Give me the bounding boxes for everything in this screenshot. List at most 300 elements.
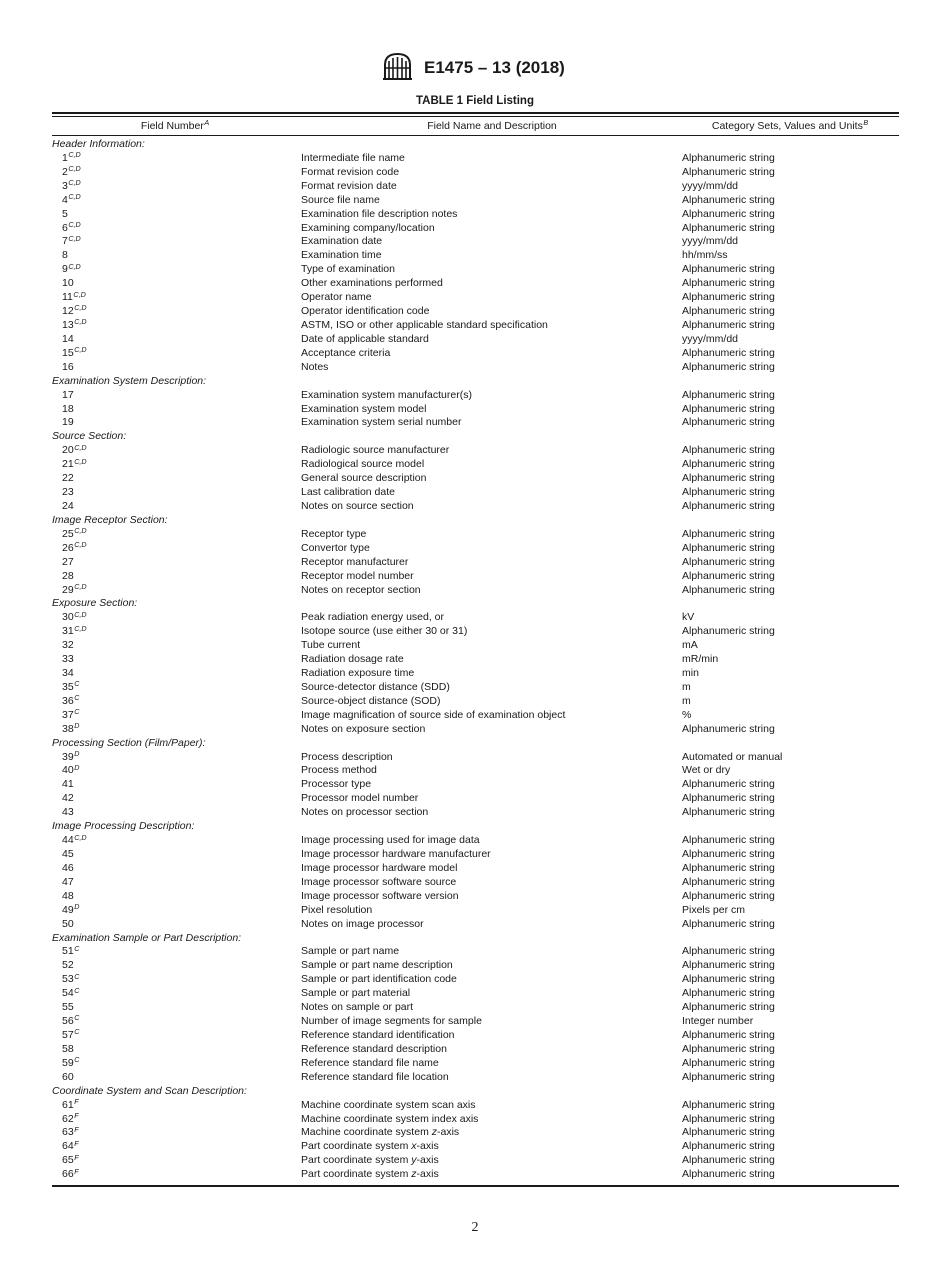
field-number: [62, 792, 74, 806]
field-name-tail: -axis: [436, 1126, 460, 1139]
field-name-text: Reference standard description: [301, 1042, 447, 1055]
table-row: [52, 806, 899, 820]
field-number-text: 1: [62, 151, 68, 164]
field-name-text: Examination system model: [301, 402, 427, 415]
column-header-values-units: [684, 119, 896, 133]
field-number: [62, 806, 74, 820]
field-value: Alphanumeric string: [682, 1070, 775, 1083]
field-number-text: 45: [62, 848, 74, 861]
field-number: [62, 472, 74, 486]
field-number-text: 6: [62, 221, 68, 234]
table-row: [52, 305, 899, 319]
field-footnote-mark: C,D: [74, 317, 87, 327]
field-number-text: 46: [62, 861, 74, 874]
table-row: [52, 500, 899, 514]
field-value: Alphanumeric string: [682, 360, 775, 373]
field-footnote-mark: C,D: [74, 581, 87, 591]
field-name-text: Convertor type: [301, 541, 370, 554]
field-name-text: Number of image segments for sample: [301, 1015, 482, 1028]
field-name-text: Notes on source section: [301, 499, 414, 512]
field-number-text: 24: [62, 499, 74, 512]
field-name-text: Operator name: [301, 291, 372, 304]
table-row: [52, 848, 899, 862]
field-name-text: Intermediate file name: [301, 151, 405, 164]
field-name-text: Examining company/location: [301, 221, 435, 234]
table-row: [52, 723, 899, 737]
field-number-text: 34: [62, 667, 74, 680]
field-name-text: ASTM, ISO or other applicable standard specification: [301, 318, 548, 331]
section-heading-row: [52, 430, 899, 444]
field-name-text: Receptor type: [301, 527, 367, 540]
field-number: [62, 1057, 79, 1071]
table-row: [52, 556, 899, 570]
field-value: min: [682, 667, 699, 680]
field-name-text: Image processor hardware model: [301, 861, 458, 874]
field-value: Alphanumeric string: [682, 569, 775, 582]
field-name-text: Other examinations performed: [301, 277, 443, 290]
table-row: [52, 667, 899, 681]
field-footnote-mark: C: [74, 971, 80, 981]
field-name: [301, 751, 393, 765]
field-name: [301, 681, 450, 695]
page-number: 2: [471, 1220, 479, 1235]
field-number-text: 5: [62, 207, 68, 220]
field-name: [301, 778, 371, 792]
field-name-text: Image processing used for image data: [301, 834, 480, 847]
field-number: [62, 333, 74, 347]
table-row: [52, 263, 899, 277]
field-number-text: 63: [62, 1126, 74, 1139]
field-name: [301, 792, 418, 806]
field-value: Alphanumeric string: [682, 1098, 775, 1111]
field-name-text: Last calibration date: [301, 486, 395, 499]
field-footnote-mark: C: [74, 707, 80, 717]
field-name-tail: -axis: [416, 1168, 439, 1181]
field-number: [62, 625, 87, 639]
field-number-text: 15: [62, 346, 74, 359]
field-name: [301, 1168, 439, 1182]
field-name: [301, 1057, 439, 1071]
field-name: [301, 806, 428, 820]
field-name-text: Source-detector distance (SDD): [301, 680, 450, 693]
table-row: [52, 581, 899, 598]
field-name: [301, 570, 414, 584]
field-footnote-mark: C,D: [74, 303, 87, 313]
column-header-field-name: [300, 119, 684, 133]
field-footnote-mark: D: [74, 721, 80, 731]
field-footnote-mark: C: [74, 1027, 80, 1037]
field-number-text: 12: [62, 305, 74, 318]
field-value: m: [682, 680, 691, 693]
field-name: [301, 305, 429, 319]
field-footnote-mark: C,D: [74, 609, 87, 619]
field-number-text: 55: [62, 1001, 74, 1014]
field-footnote-mark: F: [74, 1124, 79, 1134]
field-value: Alphanumeric string: [682, 472, 775, 485]
field-name: [301, 1099, 476, 1113]
field-value: Alphanumeric string: [682, 889, 775, 902]
field-name-text: Pixel resolution: [301, 903, 373, 916]
section-heading-row: [52, 1085, 899, 1099]
field-value: Alphanumeric string: [682, 1056, 775, 1069]
field-value: Alphanumeric string: [682, 1126, 775, 1139]
field-number-text: 65: [62, 1154, 74, 1167]
column-header-label: Field Number: [140, 120, 204, 132]
field-name-italic: y: [411, 1154, 417, 1167]
table-row: [52, 570, 899, 584]
field-name-text: Receptor model number: [301, 569, 414, 582]
field-value: Alphanumeric string: [682, 1112, 775, 1125]
table-row: [52, 166, 899, 180]
field-number-text: 40: [62, 764, 74, 777]
table-row: [52, 1110, 899, 1127]
table-row: [52, 528, 899, 542]
field-name-text: Part coordinate system: [301, 1154, 412, 1167]
field-number-text: 31: [62, 625, 74, 638]
field-number: [62, 987, 79, 1001]
table-row: [52, 973, 899, 987]
field-number-text: 53: [62, 973, 74, 986]
field-name: [301, 361, 328, 375]
field-number-text: 14: [62, 332, 74, 345]
field-footnote-mark: F: [74, 1152, 79, 1162]
section-heading: Header Information:: [52, 138, 145, 150]
field-value: Alphanumeric string: [682, 861, 775, 874]
field-name: [301, 1043, 447, 1057]
field-footnote-mark: C: [74, 985, 80, 995]
field-name-text: Image processor software version: [301, 889, 459, 902]
field-name: [301, 890, 459, 904]
field-number-text: 13: [62, 318, 74, 331]
field-footnote-mark: C,D: [68, 219, 81, 229]
field-value: Alphanumeric string: [682, 444, 775, 457]
field-name-text: Source-object distance (SOD): [301, 694, 441, 707]
field-value: Alphanumeric string: [682, 221, 775, 234]
field-name: [301, 222, 435, 236]
field-number-text: 9: [62, 263, 68, 276]
field-name: [301, 291, 372, 305]
table-row: [52, 918, 899, 932]
field-name-text: Radiologic source manufacturer: [301, 444, 450, 457]
field-name-text: Peak radiation energy used, or: [301, 611, 445, 624]
field-name-italic: z: [431, 1126, 437, 1139]
table-top-rule: [52, 112, 899, 114]
field-number-text: 18: [62, 402, 74, 415]
field-value: Alphanumeric string: [682, 1042, 775, 1055]
field-value: Alphanumeric string: [682, 486, 775, 499]
field-name: [301, 263, 395, 277]
field-number-text: 19: [62, 416, 74, 429]
field-name-text: Image magnification of source side of examination object: [301, 708, 566, 721]
field-name: [301, 347, 390, 361]
table-row: [52, 152, 899, 166]
field-name: [301, 486, 395, 500]
table-row: [52, 486, 899, 500]
field-value: Integer number: [682, 1015, 754, 1028]
field-number-text: 39: [62, 750, 74, 763]
field-value: Automated or manual: [682, 750, 783, 763]
field-number: [62, 458, 87, 472]
field-number: [62, 319, 87, 333]
section-heading-row: [52, 597, 899, 611]
field-number-text: 32: [62, 639, 74, 652]
field-value: Alphanumeric string: [682, 1168, 775, 1181]
field-name: [301, 723, 425, 737]
table-row: [52, 1043, 899, 1057]
section-heading-row: [52, 375, 899, 389]
field-name: [301, 667, 414, 681]
field-number: [62, 723, 79, 737]
field-number: [62, 542, 87, 556]
table-row: [52, 458, 899, 472]
field-value: Alphanumeric string: [682, 973, 775, 986]
field-number-text: 51: [62, 945, 74, 958]
field-name-text: Sample or part identification code: [301, 973, 457, 986]
field-name-text: Notes on image processor: [301, 917, 424, 930]
field-number-text: 7: [62, 235, 68, 248]
section-heading: Processing Section (Film/Paper):: [52, 736, 206, 749]
field-name-text: Machine coordinate system: [301, 1126, 432, 1139]
table-row: [52, 1015, 899, 1029]
field-name: [301, 945, 399, 959]
table-row: [52, 1099, 899, 1113]
field-name-text: Sample or part name: [301, 945, 400, 958]
field-footnote-mark: C,D: [74, 456, 87, 466]
field-number-text: 3: [62, 179, 68, 192]
field-name-text: Examination system serial number: [301, 416, 462, 429]
field-number-text: 61: [62, 1098, 74, 1111]
field-name: [301, 1071, 449, 1085]
field-name-text: Examination system manufacturer(s): [301, 388, 472, 401]
field-number-text: 25: [62, 527, 74, 540]
field-name-text: Radiological source model: [301, 458, 425, 471]
field-number-text: 64: [62, 1140, 74, 1153]
field-name: [301, 556, 408, 570]
field-number: [62, 834, 87, 848]
field-name-text: Format revision code: [301, 165, 400, 178]
table-row: [52, 611, 899, 625]
field-name: [301, 918, 424, 932]
field-name-text: Part coordinate system: [301, 1168, 412, 1181]
field-value: Alphanumeric string: [682, 848, 775, 861]
field-number-text: 54: [62, 987, 74, 1000]
field-name: [301, 625, 467, 639]
table-row: [52, 347, 899, 361]
field-number: [62, 194, 81, 208]
field-name-tail: -axis: [416, 1154, 439, 1167]
field-value: Alphanumeric string: [682, 416, 775, 429]
table-row: [52, 904, 899, 918]
field-number-text: 58: [62, 1042, 74, 1055]
table-row: [52, 890, 899, 904]
field-name: [301, 695, 440, 709]
field-number-text: 59: [62, 1056, 74, 1069]
field-footnote-mark: C,D: [68, 164, 81, 174]
section-heading: Exposure Section:: [52, 597, 138, 610]
field-footnote-mark: C,D: [68, 150, 81, 160]
field-name: [301, 959, 453, 973]
field-number-text: 56: [62, 1015, 74, 1028]
field-footnote-mark: C,D: [68, 178, 81, 188]
field-number-text: 66: [62, 1168, 74, 1181]
field-name-text: Tube current: [301, 639, 361, 652]
field-name: [301, 166, 399, 180]
table-row: [52, 959, 899, 973]
field-number-text: 44: [62, 834, 74, 847]
field-number-text: 33: [62, 653, 74, 666]
field-name-text: Process description: [301, 750, 393, 763]
table-row: [52, 1071, 899, 1085]
field-number-text: 8: [62, 249, 68, 262]
table-row: [52, 681, 899, 695]
field-footnote-mark: F: [74, 1097, 79, 1107]
field-name: [301, 458, 424, 472]
field-value: Alphanumeric string: [682, 165, 775, 178]
field-value: Alphanumeric string: [682, 305, 775, 318]
field-name: [301, 639, 360, 653]
table-row: [52, 653, 899, 667]
table-row: [52, 389, 899, 403]
field-name-text: Acceptance criteria: [301, 346, 391, 359]
field-footnote-mark: C,D: [74, 623, 87, 633]
table-row: [52, 1126, 899, 1140]
field-number-text: 36: [62, 694, 74, 707]
field-value: Alphanumeric string: [682, 207, 775, 220]
field-name: [301, 834, 480, 848]
section-heading: Examination Sample or Part Description:: [52, 931, 242, 944]
field-number-text: 17: [62, 388, 74, 401]
table-row: [52, 333, 899, 347]
field-name-text: Machine coordinate system scan axis: [301, 1098, 476, 1111]
field-value: Alphanumeric string: [682, 499, 775, 512]
field-value: Alphanumeric string: [682, 1140, 775, 1153]
field-number: [62, 389, 74, 403]
field-name: [301, 208, 457, 222]
field-number: [62, 416, 74, 430]
field-footnote-mark: C: [74, 943, 80, 953]
column-header-footnote-mark: A: [204, 118, 210, 128]
table-row: [52, 987, 899, 1001]
field-name-text: Notes on exposure section: [301, 722, 426, 735]
section-heading: Coordinate System and Scan Description:: [52, 1084, 247, 1097]
table-row: [52, 542, 899, 556]
field-number-text: 38: [62, 722, 74, 735]
field-footnote-mark: F: [74, 1110, 79, 1120]
field-name: [301, 611, 444, 625]
section-heading: Examination System Description:: [52, 374, 207, 387]
field-name: [301, 403, 426, 417]
table-row: [52, 862, 899, 876]
field-footnote-mark: C,D: [68, 233, 81, 243]
section-heading-row: [52, 820, 899, 834]
field-value: hh/mm/ss: [682, 249, 728, 262]
field-value: Alphanumeric string: [682, 527, 775, 540]
field-number: [62, 347, 87, 361]
field-number: [62, 667, 74, 681]
field-footnote-mark: C,D: [68, 261, 81, 271]
table-row: [52, 625, 899, 639]
field-value: Alphanumeric string: [682, 778, 775, 791]
table-body: [52, 138, 899, 1182]
field-value: yyyy/mm/dd: [682, 235, 739, 248]
field-number: [62, 1001, 74, 1015]
field-name-text: Radiation dosage rate: [301, 653, 404, 666]
field-name: [301, 1015, 482, 1029]
field-name-text: Machine coordinate system index axis: [301, 1112, 479, 1125]
field-name: [301, 653, 404, 667]
field-name: [301, 584, 421, 598]
field-value: Alphanumeric string: [682, 1001, 775, 1014]
field-name: [301, 876, 456, 890]
field-name: [301, 389, 472, 403]
field-value: mA: [682, 639, 698, 652]
field-number-text: 10: [62, 277, 74, 290]
field-number: [62, 235, 81, 249]
field-value: Alphanumeric string: [682, 193, 775, 206]
field-name: [301, 973, 457, 987]
document-designation: E1475 – 13 (2018): [424, 58, 565, 77]
field-number-text: 43: [62, 806, 74, 819]
field-number: [62, 570, 74, 584]
field-footnote-mark: C: [74, 679, 80, 689]
field-name-text: Examination file description notes: [301, 207, 458, 220]
field-number: [62, 778, 74, 792]
section-heading: Image Processing Description:: [52, 820, 195, 833]
field-value: Alphanumeric string: [682, 1029, 775, 1041]
section-heading-row: [52, 932, 899, 946]
field-name: [301, 542, 370, 556]
field-number: [62, 403, 74, 417]
field-number-text: 16: [62, 360, 74, 373]
field-value: Alphanumeric string: [682, 583, 775, 596]
field-name-text: Reference standard identification: [301, 1029, 455, 1041]
field-number-text: 23: [62, 486, 74, 499]
table-row: [52, 291, 899, 305]
field-value: Alphanumeric string: [682, 875, 775, 888]
table-header-rule: [52, 135, 899, 136]
field-name: [301, 764, 377, 778]
field-number-text: 26: [62, 541, 74, 554]
field-number: [62, 904, 79, 918]
field-value: Alphanumeric string: [682, 151, 775, 164]
field-name-text: Isotope source (use either 30 or 31): [301, 625, 468, 638]
field-footnote-mark: F: [74, 1166, 79, 1176]
field-number: [62, 890, 74, 904]
field-value: Alphanumeric string: [682, 291, 775, 304]
field-value: Alphanumeric string: [682, 458, 775, 471]
field-name: [301, 1001, 413, 1015]
field-footnote-mark: C,D: [74, 442, 87, 452]
field-number-text: 2: [62, 165, 68, 178]
table-row: [52, 792, 899, 806]
field-name: [301, 333, 429, 347]
field-value: Alphanumeric string: [682, 318, 775, 331]
field-number: [62, 208, 68, 222]
field-footnote-mark: C,D: [74, 832, 87, 842]
field-value: Alphanumeric string: [682, 541, 775, 554]
field-number: [62, 263, 81, 277]
column-header-label: Category Sets, Values and Units: [711, 120, 863, 132]
field-name: [301, 235, 382, 249]
field-name-text: Examination date: [301, 235, 383, 248]
field-name-text: Reference standard file name: [301, 1056, 439, 1069]
field-number-text: 57: [62, 1029, 74, 1041]
field-value: Alphanumeric string: [682, 722, 775, 735]
table-row: [52, 1001, 899, 1015]
field-name: [301, 709, 565, 723]
field-number-text: 50: [62, 917, 74, 930]
field-name: [301, 277, 443, 291]
